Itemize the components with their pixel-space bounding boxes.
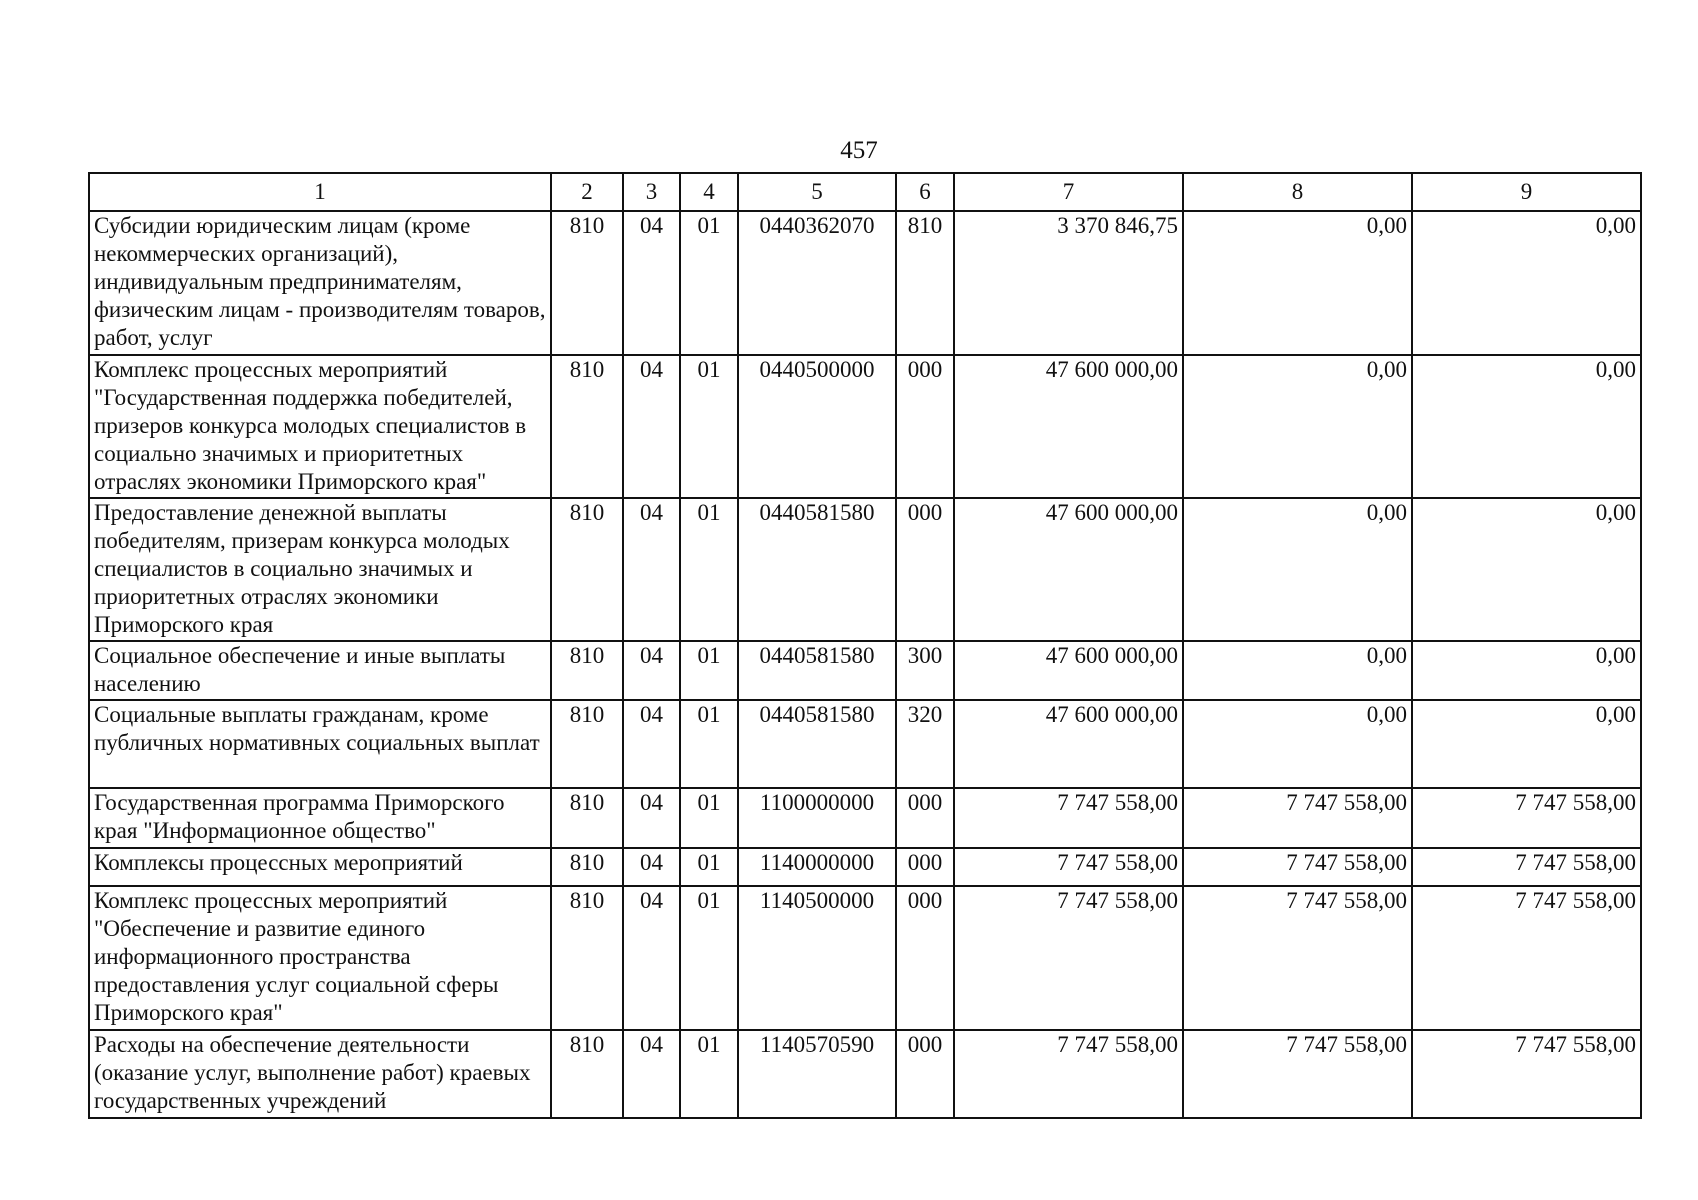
cell-code-3: 04 bbox=[623, 886, 680, 1030]
cell-code-5: 0440581580 bbox=[738, 700, 896, 788]
header-row bbox=[89, 173, 1641, 211]
cell-sum-9: 0,00 bbox=[1412, 211, 1641, 355]
cell-code-6: 810 bbox=[896, 211, 954, 355]
column-header-9: 9 bbox=[1412, 173, 1641, 211]
cell-sum-8: 7 747 558,00 bbox=[1183, 788, 1412, 848]
cell-code-6: 300 bbox=[896, 641, 954, 700]
cell-code-2: 810 bbox=[551, 886, 623, 1030]
column-header-7: 7 bbox=[954, 173, 1183, 211]
cell-code-3: 04 bbox=[623, 355, 680, 498]
cell-code-2: 810 bbox=[551, 211, 623, 355]
cell-code-4: 01 bbox=[680, 788, 738, 848]
cell-code-6: 000 bbox=[896, 355, 954, 498]
cell-sum-7: 7 747 558,00 bbox=[954, 886, 1183, 1030]
table-row bbox=[89, 886, 1641, 1030]
cell-sum-9: 0,00 bbox=[1412, 700, 1641, 788]
cell-code-6: 000 bbox=[896, 886, 954, 1030]
cell-code-6: 000 bbox=[896, 848, 954, 886]
row-name: Социальное обеспечение и иные выплаты населению bbox=[89, 641, 551, 700]
cell-code-4: 01 bbox=[680, 848, 738, 886]
cell-code-3: 04 bbox=[623, 498, 680, 641]
cell-code-3: 04 bbox=[623, 641, 680, 700]
cell-code-2: 810 bbox=[551, 1030, 623, 1118]
cell-code-4: 01 bbox=[680, 1030, 738, 1118]
table-row bbox=[89, 641, 1641, 700]
cell-sum-8: 0,00 bbox=[1183, 355, 1412, 498]
cell-sum-9: 7 747 558,00 bbox=[1412, 1030, 1641, 1118]
column-header-4: 4 bbox=[680, 173, 738, 211]
table-row bbox=[89, 788, 1641, 848]
cell-code-3: 04 bbox=[623, 700, 680, 788]
cell-sum-9: 7 747 558,00 bbox=[1412, 886, 1641, 1030]
cell-sum-8: 0,00 bbox=[1183, 700, 1412, 788]
row-name: Предоставление денежной выплаты победителям, призерам конкурса молодых специалистов в социально значимых и приоритетных отраслях экономики Приморского края bbox=[89, 498, 551, 641]
budget-table bbox=[88, 172, 1642, 1119]
table-row bbox=[89, 700, 1641, 788]
cell-code-6: 320 bbox=[896, 700, 954, 788]
row-name: Субсидии юридическим лицам (кроме некоммерческих организаций), индивидуальным предпринимателям, физическим лицам - производителям товаров, работ, услуг bbox=[89, 211, 551, 355]
cell-code-3: 04 bbox=[623, 788, 680, 848]
cell-code-5: 0440362070 bbox=[738, 211, 896, 355]
cell-sum-7: 3 370 846,75 bbox=[954, 211, 1183, 355]
cell-sum-8: 7 747 558,00 bbox=[1183, 886, 1412, 1030]
cell-code-5: 1140500000 bbox=[738, 886, 896, 1030]
cell-code-4: 01 bbox=[680, 211, 738, 355]
cell-sum-8: 7 747 558,00 bbox=[1183, 1030, 1412, 1118]
cell-code-4: 01 bbox=[680, 700, 738, 788]
row-name: Социальные выплаты гражданам, кроме публичных нормативных социальных выплат bbox=[89, 700, 551, 788]
cell-code-3: 04 bbox=[623, 211, 680, 355]
cell-code-4: 01 bbox=[680, 498, 738, 641]
table-row bbox=[89, 498, 1641, 641]
cell-code-3: 04 bbox=[623, 1030, 680, 1118]
cell-sum-7: 7 747 558,00 bbox=[954, 848, 1183, 886]
cell-code-5: 1140000000 bbox=[738, 848, 896, 886]
cell-sum-9: 0,00 bbox=[1412, 498, 1641, 641]
row-name: Комплекс процессных мероприятий "Государственная поддержка победителей, призеров конкурса молодых специалистов в социально значимых и приоритетных отраслях экономики Приморского края" bbox=[89, 355, 551, 498]
cell-code-2: 810 bbox=[551, 498, 623, 641]
column-header-6: 6 bbox=[896, 173, 954, 211]
cell-code-3: 04 bbox=[623, 848, 680, 886]
row-name: Комплексы процессных мероприятий bbox=[89, 848, 551, 886]
row-name: Комплекс процессных мероприятий "Обеспечение и развитие единого информационного пространства предоставления услуг социальной сферы Приморского края" bbox=[89, 886, 551, 1030]
column-header-3: 3 bbox=[623, 173, 680, 211]
cell-sum-7: 47 600 000,00 bbox=[954, 498, 1183, 641]
cell-code-5: 1100000000 bbox=[738, 788, 896, 848]
cell-code-2: 810 bbox=[551, 848, 623, 886]
cell-sum-9: 0,00 bbox=[1412, 355, 1641, 498]
cell-code-2: 810 bbox=[551, 788, 623, 848]
cell-sum-9: 0,00 bbox=[1412, 641, 1641, 700]
column-header-5: 5 bbox=[738, 173, 896, 211]
column-header-2: 2 bbox=[551, 173, 623, 211]
cell-code-4: 01 bbox=[680, 886, 738, 1030]
cell-code-2: 810 bbox=[551, 641, 623, 700]
cell-code-4: 01 bbox=[680, 355, 738, 498]
cell-code-4: 01 bbox=[680, 641, 738, 700]
cell-code-6: 000 bbox=[896, 788, 954, 848]
table-row bbox=[89, 355, 1641, 498]
cell-code-2: 810 bbox=[551, 355, 623, 498]
table-row bbox=[89, 1030, 1641, 1118]
cell-sum-9: 7 747 558,00 bbox=[1412, 788, 1641, 848]
cell-code-5: 0440500000 bbox=[738, 355, 896, 498]
cell-sum-8: 0,00 bbox=[1183, 498, 1412, 641]
cell-sum-7: 47 600 000,00 bbox=[954, 700, 1183, 788]
row-name: Расходы на обеспечение деятельности (оказание услуг, выполнение работ) краевых государственных учреждений bbox=[89, 1030, 551, 1118]
column-header-1: 1 bbox=[89, 173, 551, 211]
cell-code-5: 0440581580 bbox=[738, 641, 896, 700]
column-header-8: 8 bbox=[1183, 173, 1412, 211]
cell-sum-7: 7 747 558,00 bbox=[954, 1030, 1183, 1118]
table-row bbox=[89, 848, 1641, 886]
cell-sum-9: 7 747 558,00 bbox=[1412, 848, 1641, 886]
cell-code-5: 1140570590 bbox=[738, 1030, 896, 1118]
cell-code-6: 000 bbox=[896, 498, 954, 641]
cell-sum-8: 0,00 bbox=[1183, 211, 1412, 355]
table-row bbox=[89, 211, 1641, 355]
cell-sum-7: 47 600 000,00 bbox=[954, 641, 1183, 700]
cell-sum-7: 7 747 558,00 bbox=[954, 788, 1183, 848]
cell-sum-7: 47 600 000,00 bbox=[954, 355, 1183, 498]
cell-sum-8: 7 747 558,00 bbox=[1183, 848, 1412, 886]
cell-code-6: 000 bbox=[896, 1030, 954, 1118]
row-name: Государственная программа Приморского края "Информационное общество" bbox=[89, 788, 551, 848]
cell-code-2: 810 bbox=[551, 700, 623, 788]
cell-code-5: 0440581580 bbox=[738, 498, 896, 641]
cell-sum-8: 0,00 bbox=[1183, 641, 1412, 700]
page-number: 457 bbox=[840, 137, 878, 164]
